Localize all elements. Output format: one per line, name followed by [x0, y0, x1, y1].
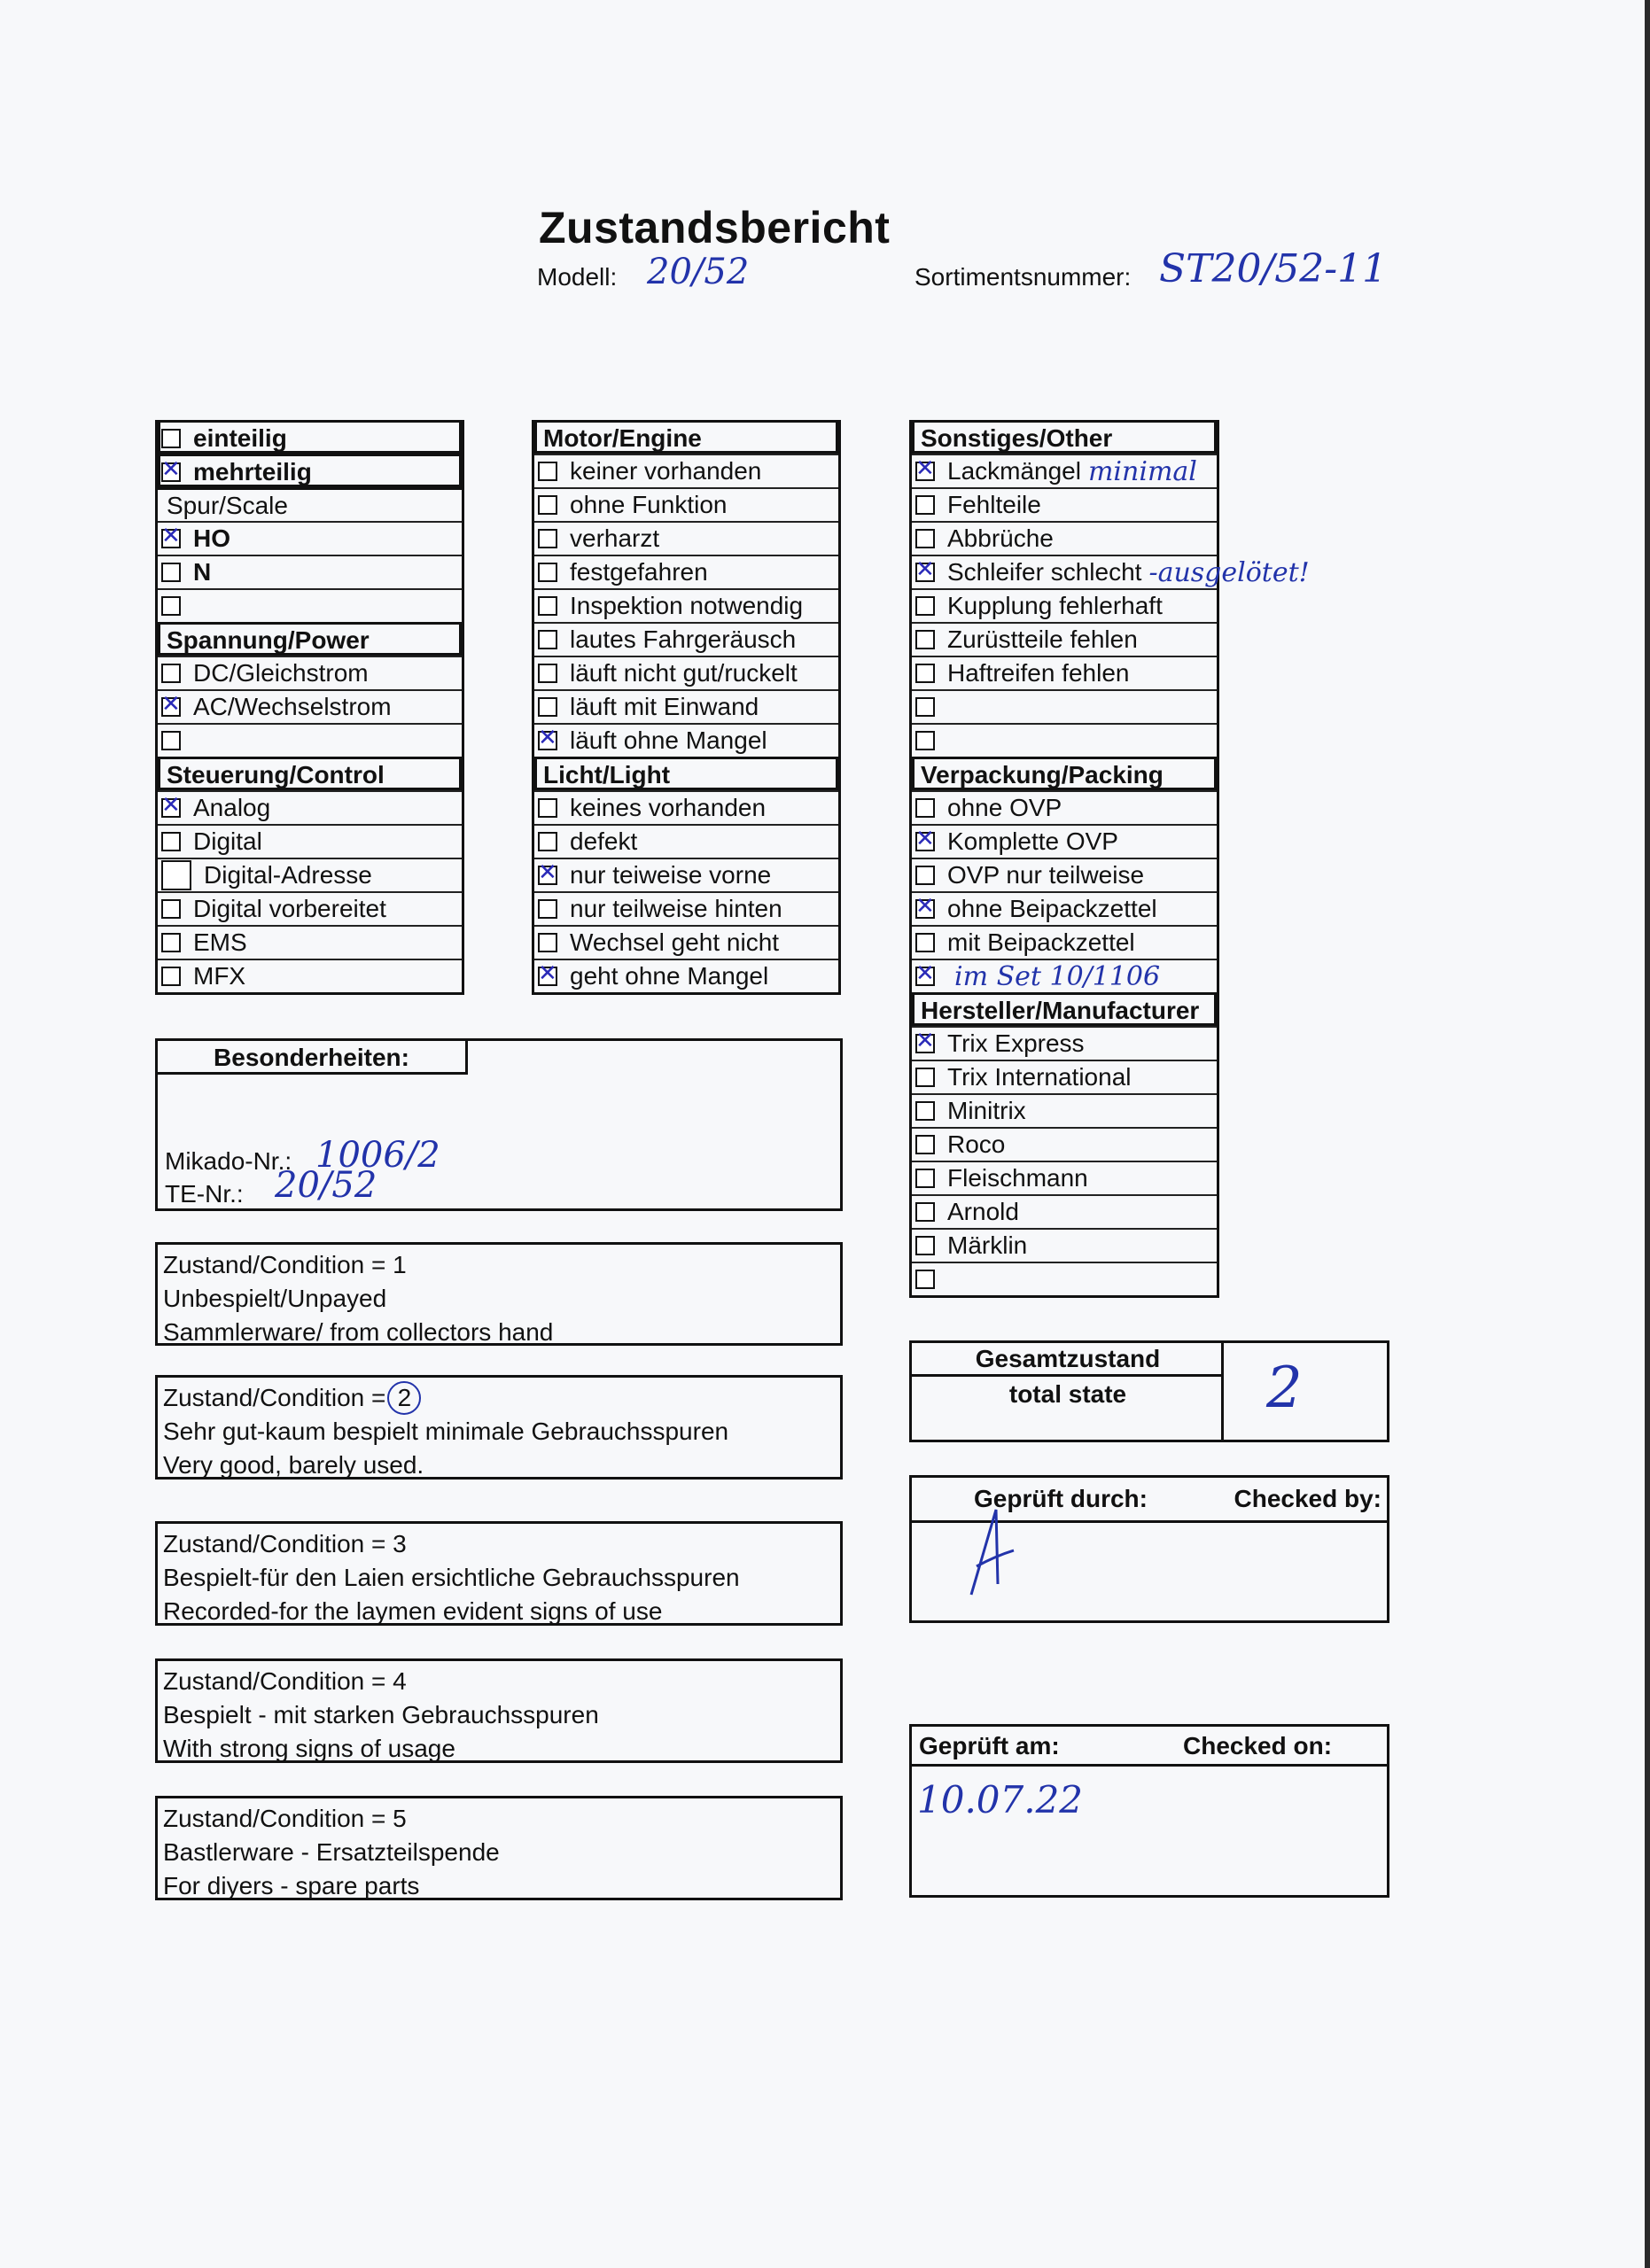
checkbox[interactable]: [538, 495, 557, 515]
sortiment-label: Sortimentsnummer:: [915, 263, 1132, 291]
row-label: Verpackung/Packing: [921, 760, 1164, 788]
check-row-minitrix: [912, 1093, 1217, 1127]
condition-2-circled-number: 2: [387, 1381, 421, 1415]
checkbox[interactable]: [538, 967, 557, 986]
checkbox[interactable]: [915, 866, 935, 885]
checkbox[interactable]: [915, 697, 935, 717]
condition-4: [155, 1658, 843, 1763]
condition-3-line3: Recorded-for the laymen evident signs of use: [163, 1597, 663, 1625]
row-label: Sonstiges/Other: [921, 423, 1113, 452]
check-row-ovp-nur-teilweise: [912, 858, 1217, 891]
te-value: 20/52: [275, 1165, 377, 1206]
total-state-label: total state: [1008, 1380, 1127, 1408]
checkbox[interactable]: [915, 529, 935, 548]
check-row-läuft-mit-einwand: [534, 689, 838, 723]
check-row-n: [158, 555, 462, 588]
check-row-abbrüche: [912, 521, 1217, 555]
checkbox[interactable]: [538, 563, 557, 582]
check-row-lautes-fahrgeräusch: [534, 622, 838, 656]
check-row-zurüstteile-fehlen: [912, 622, 1217, 656]
checked-on-date: 10.07.22: [917, 1778, 1084, 1821]
besonderheiten-title: Besonderheiten:: [158, 1041, 468, 1075]
check-row-keiner-vorhanden: [534, 454, 838, 487]
condition-4-line3: With strong signs of usage: [163, 1735, 455, 1762]
check-row-ohne-beipackzettel: [912, 891, 1217, 925]
section-header-steuerung-control: [158, 757, 462, 790]
check-row-kupplung-fehlerhaft: [912, 588, 1217, 622]
geprueft-am-label: Geprüft am:: [919, 1732, 1060, 1759]
check-row-verharzt: [534, 521, 838, 555]
section-header-hersteller-manufacturer: [912, 992, 1217, 1026]
row-label: Spannung/Power: [167, 625, 370, 654]
checkbox[interactable]: [915, 1202, 935, 1222]
checkbox[interactable]: [538, 462, 557, 481]
row-label: Licht/Light: [543, 760, 671, 788]
check-row-empty: [912, 959, 1217, 992]
row-label: defekt: [570, 827, 638, 855]
row-label: Digital-Adresse: [204, 861, 372, 889]
row-label: Abbrüche: [947, 524, 1054, 552]
check-row-lackmängel: [912, 454, 1217, 487]
row-label: Arnold: [947, 1198, 1019, 1225]
check-row-fehlteile: [912, 487, 1217, 521]
condition-1-line2: Unbespielt/Unpayed: [163, 1285, 387, 1312]
row-label: Märklin: [947, 1231, 1028, 1259]
checkbox[interactable]: [538, 832, 557, 851]
condition-4-head: Zustand/Condition = 4: [163, 1667, 407, 1695]
checkbox[interactable]: [538, 933, 557, 952]
checkbox[interactable]: [915, 1236, 935, 1255]
checked-on-label: Checked on:: [1183, 1732, 1333, 1759]
checkbox[interactable]: [915, 1135, 935, 1154]
condition-5-head: Zustand/Condition = 5: [163, 1805, 407, 1832]
checkbox[interactable]: [915, 495, 935, 515]
row-label: Minitrix: [947, 1097, 1026, 1124]
check-row-ho: [158, 521, 462, 555]
checked-by-box: [909, 1475, 1389, 1623]
check-row-defekt: [534, 824, 838, 858]
check-row-mfx: [158, 959, 462, 992]
condition-5-line2: Bastlerware - Ersatzteilspende: [163, 1838, 500, 1866]
row-label: geht ohne Mangel: [570, 962, 769, 990]
gesamtzustand-value: 2: [1266, 1355, 1303, 1421]
checkbox[interactable]: [915, 1101, 935, 1121]
sortiment-value: ST20/52-11: [1159, 246, 1388, 291]
section-header-motor-engine: [534, 420, 838, 454]
condition-2: [155, 1375, 843, 1480]
checkbox[interactable]: [161, 832, 181, 851]
check-row-einteilig: [158, 420, 462, 454]
checkbox[interactable]: [161, 731, 181, 750]
gesamtzustand-box: [909, 1340, 1389, 1442]
row-label: Digital: [193, 827, 262, 855]
check-row-empty: [158, 723, 462, 757]
checkbox[interactable]: [915, 462, 935, 481]
check-row-digital: [158, 824, 462, 858]
checkbox[interactable]: [161, 967, 181, 986]
checkbox[interactable]: [915, 1034, 935, 1053]
handwritten-note: im Set 10/1106: [954, 960, 1161, 992]
check-row-dc-gleichstrom: [158, 656, 462, 689]
checkbox[interactable]: [161, 563, 181, 582]
check-row-ohne-funktion: [534, 487, 838, 521]
check-row-wechsel-geht-nicht: [534, 925, 838, 959]
checkbox[interactable]: [161, 462, 181, 482]
row-label: ohne OVP: [947, 794, 1062, 821]
check-row-festgefahren: [534, 555, 838, 588]
section-header-licht-light: [534, 757, 838, 790]
check-row-digital-vorbereitet: [158, 891, 462, 925]
check-row-analog: [158, 790, 462, 824]
row-label: Motor/Engine: [543, 423, 702, 452]
row-label: EMS: [193, 928, 247, 956]
besonderheiten-box: [155, 1038, 843, 1211]
checked-by-label: Checked by:: [1234, 1485, 1381, 1512]
row-label: OVP nur teilweise: [947, 861, 1145, 889]
checkbox[interactable]: [915, 1068, 935, 1087]
row-label: Fleischmann: [947, 1164, 1088, 1192]
row-label: Trix International: [947, 1063, 1132, 1091]
row-label: keines vorhanden: [570, 794, 767, 821]
row-label: ohne Beipackzettel: [947, 895, 1157, 922]
check-row-mehrteilig: [158, 454, 462, 487]
checkbox[interactable]: [915, 596, 935, 616]
checkbox[interactable]: [915, 832, 935, 851]
row-label: DC/Gleichstrom: [193, 659, 369, 687]
column-engine-light: [532, 420, 841, 995]
check-row-nur-teilweise-hinten: [534, 891, 838, 925]
checkbox[interactable]: [161, 933, 181, 952]
check-row-läuft-nicht-gut-ruckelt: [534, 656, 838, 689]
section-header-spur-scale: [158, 487, 462, 521]
check-row-trix-international: [912, 1060, 1217, 1093]
handwritten-note: -ausgelötet!: [1148, 556, 1310, 588]
check-row-empty: [912, 689, 1217, 723]
checkbox[interactable]: [538, 697, 557, 717]
row-label: nur teiweise vorne: [570, 861, 772, 889]
check-row-ac-wechselstrom: [158, 689, 462, 723]
handwritten-note: minimal: [1087, 455, 1197, 487]
condition-5: [155, 1796, 843, 1900]
row-label: N: [193, 558, 212, 586]
section-header-verpackung-packing: [912, 757, 1217, 790]
row-label: läuft mit Einwand: [570, 693, 759, 720]
column-scale-power-control: [155, 420, 464, 995]
checkbox[interactable]: [538, 798, 557, 818]
row-label: lautes Fahrgeräusch: [570, 625, 797, 653]
row-label: Trix Express: [947, 1029, 1085, 1057]
checkbox[interactable]: [161, 798, 181, 818]
checked-on-divider: [912, 1764, 1387, 1767]
condition-1-head: Zustand/Condition = 1: [163, 1251, 407, 1278]
checkbox[interactable]: [915, 1169, 935, 1188]
checkbox[interactable]: [915, 933, 935, 952]
checkbox[interactable]: [161, 664, 181, 683]
check-row-märklin: [912, 1228, 1217, 1262]
check-row-digital-adresse: [158, 858, 462, 891]
row-label: Hersteller/Manufacturer: [921, 996, 1200, 1024]
checked-on-box: [909, 1724, 1389, 1898]
checkbox[interactable]: [161, 529, 181, 548]
row-label: nur teilweise hinten: [570, 895, 782, 922]
checkbox[interactable]: [161, 596, 181, 616]
checkbox[interactable]: [161, 697, 181, 717]
row-label: verharzt: [570, 524, 660, 552]
row-label: Haftreifen fehlen: [947, 659, 1130, 687]
row-label: HO: [193, 524, 230, 552]
condition-2-line2: Sehr gut-kaum bespielt minimale Gebrauchsspuren: [163, 1418, 729, 1445]
check-row-mit-beipackzettel: [912, 925, 1217, 959]
check-row-ems: [158, 925, 462, 959]
checkbox[interactable]: [915, 1270, 935, 1289]
check-row-keines-vorhanden: [534, 790, 838, 824]
check-row-geht-ohne-mangel: [534, 959, 838, 992]
row-label: läuft ohne Mangel: [570, 726, 767, 754]
mikado-label: Mikado-Nr.:: [165, 1147, 292, 1175]
geprueft-durch-label: Geprüft durch:: [974, 1485, 1148, 1512]
checkbox[interactable]: [538, 899, 557, 919]
condition-4-line2: Bespielt - mit starken Gebrauchsspuren: [163, 1701, 599, 1728]
row-label: Roco: [947, 1130, 1006, 1158]
modell-value: 20/52: [647, 252, 750, 292]
column-other-packing-manufacturer: [909, 420, 1310, 1298]
check-row-komplette-ovp: [912, 824, 1217, 858]
checkbox[interactable]: [161, 899, 181, 919]
row-label: Schleifer schlecht: [947, 558, 1142, 586]
row-label: Wechsel geht nicht: [570, 928, 780, 956]
row-label: festgefahren: [570, 558, 708, 586]
row-label: mehrteilig: [193, 457, 312, 485]
check-row-läuft-ohne-mangel: [534, 723, 838, 757]
check-row-fleischmann: [912, 1161, 1217, 1194]
checkbox[interactable]: [538, 731, 557, 750]
condition-3-head: Zustand/Condition = 3: [163, 1530, 407, 1557]
signature-mark: [961, 1504, 1023, 1602]
checkbox[interactable]: [538, 596, 557, 616]
row-label: mit Beipackzettel: [947, 928, 1135, 956]
section-header-sonstiges-other: [912, 420, 1217, 454]
row-label: Lackmängel: [947, 457, 1081, 485]
row-label: Spur/Scale: [167, 491, 288, 519]
row-label: AC/Wechselstrom: [193, 693, 392, 720]
gesamtzustand-label: Gesamtzustand: [912, 1343, 1224, 1377]
check-row-ohne-ovp: [912, 790, 1217, 824]
check-row-empty: [912, 1262, 1217, 1295]
check-row-trix-express: [912, 1026, 1217, 1060]
check-row-haftreifen-fehlen: [912, 656, 1217, 689]
section-header-spannung-power: [158, 622, 462, 656]
page-title: Zustandsbericht: [539, 203, 891, 252]
checkbox[interactable]: [915, 731, 935, 750]
checkbox[interactable]: [161, 860, 191, 890]
row-label: Zurüstteile fehlen: [947, 625, 1138, 653]
row-label: Fehlteile: [947, 491, 1041, 518]
check-row-inspektion-notwendig: [534, 588, 838, 622]
row-label: keiner vorhanden: [570, 457, 762, 485]
row-label: Komplette OVP: [947, 827, 1118, 855]
scan-edge: [1645, 0, 1650, 2268]
row-label: Analog: [193, 794, 271, 821]
check-row-arnold: [912, 1194, 1217, 1228]
check-row-empty: [912, 723, 1217, 757]
modell-label: Modell:: [537, 263, 618, 291]
row-label: MFX: [193, 962, 246, 990]
condition-2-head: Zustand/Condition =: [163, 1384, 386, 1411]
row-label: Kupplung fehlerhaft: [947, 592, 1163, 619]
checkbox[interactable]: [915, 798, 935, 818]
condition-2-line3: Very good, barely used.: [163, 1451, 424, 1479]
condition-5-line3: For diyers - spare parts: [163, 1872, 420, 1899]
checkbox[interactable]: [915, 899, 935, 919]
check-row-nur-teiweise-vorne: [534, 858, 838, 891]
checkbox[interactable]: [538, 664, 557, 683]
condition-1-line3: Sammlerware/ from collectors hand: [163, 1318, 554, 1346]
te-label: TE-Nr.:: [165, 1180, 244, 1208]
condition-3: [155, 1521, 843, 1626]
row-label: Inspektion notwendig: [570, 592, 804, 619]
row-label: läuft nicht gut/ruckelt: [570, 659, 798, 687]
row-label: Digital vorbereitet: [193, 895, 386, 922]
check-row-empty: [158, 588, 462, 622]
condition-1: [155, 1242, 843, 1346]
condition-3-line2: Bespielt-für den Laien ersichtliche Gebrauchsspuren: [163, 1564, 740, 1591]
check-row-schleifer-schlecht: [912, 555, 1310, 588]
gesamt-divider: [1221, 1343, 1224, 1440]
checkbox[interactable]: [538, 866, 557, 885]
checkbox[interactable]: [161, 429, 181, 448]
checkbox[interactable]: [915, 967, 935, 986]
checkbox[interactable]: [538, 529, 557, 548]
checkbox[interactable]: [915, 664, 935, 683]
row-label: Steuerung/Control: [167, 760, 385, 788]
check-row-roco: [912, 1127, 1217, 1161]
checkbox[interactable]: [538, 630, 557, 649]
checkbox[interactable]: [915, 630, 935, 649]
row-label: einteilig: [193, 423, 287, 452]
checkbox[interactable]: [915, 563, 935, 582]
row-label: ohne Funktion: [570, 491, 728, 518]
mikado-value: 1006/2: [315, 1135, 440, 1176]
